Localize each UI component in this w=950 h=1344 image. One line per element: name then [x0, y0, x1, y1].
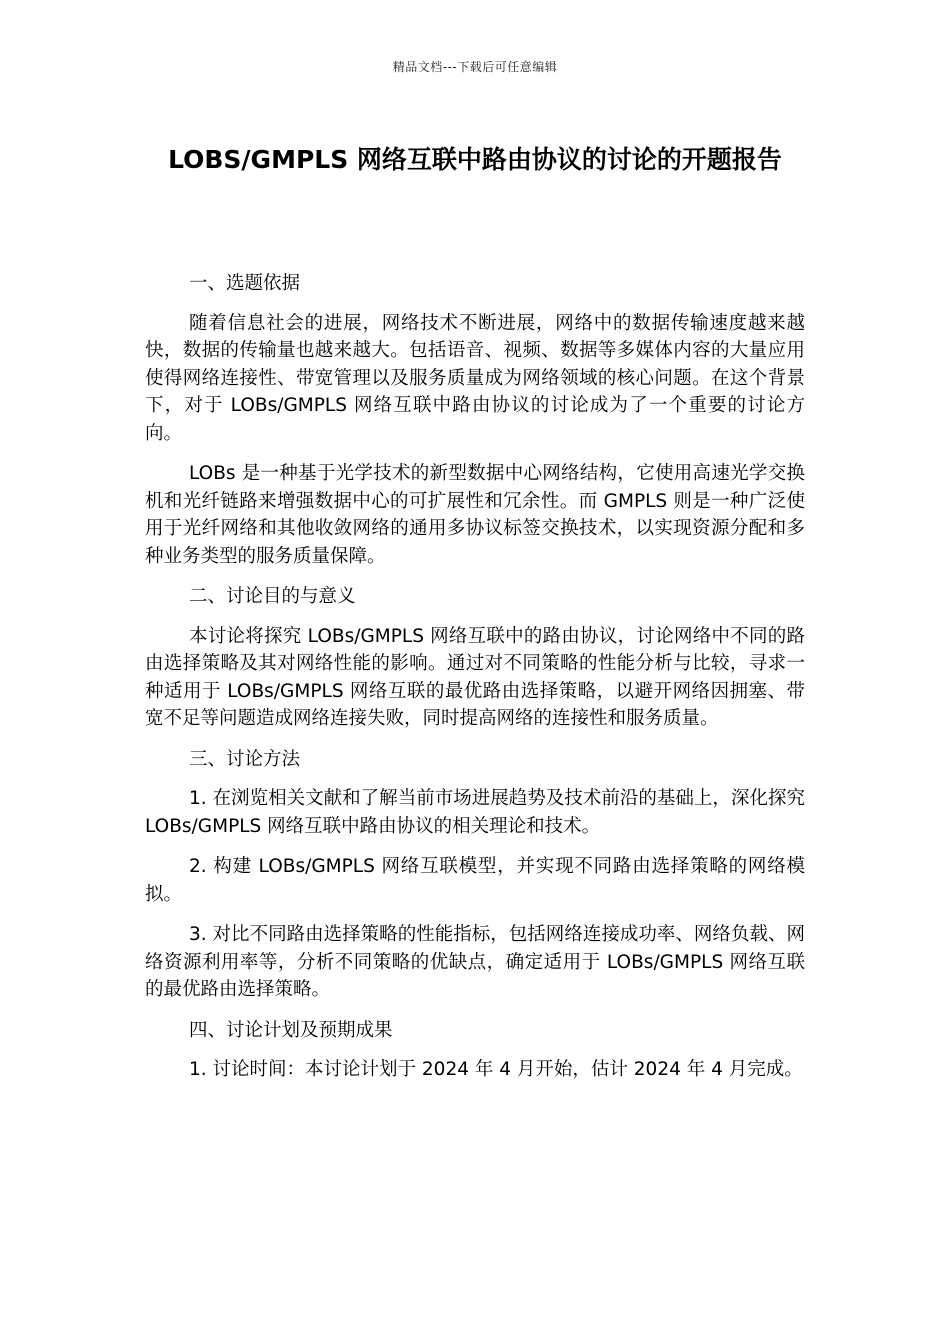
- method-item-2: 2. 构建 LOBs/GMPLS 网络互联模型，并实现不同路由选择策略的网络模拟。: [145, 856, 805, 905]
- method-item-1: 1. 在浏览相关文献和了解当前市场进展趋势及技术前沿的基础上，深化探究 LOBs/GMPLS 网络互联中路由协议的相关理论和技术。: [145, 788, 805, 837]
- paragraph-purpose: 本讨论将探究 LOBs/GMPLS 网络互联中的路由协议，讨论网络中不同的路由选择策略及其对网络性能的影响。通过对不同策略的性能分析与比较，寻求一种适用于 LOBs/GMPLS 网络互联的最优路由选择策略，以避开网络因拥塞、带宽不足等问题造成网络连接失败，同时提高网络的连接性和服务质量。: [145, 625, 805, 729]
- section-heading-plan: 四、讨论计划及预期成果: [189, 1019, 393, 1041]
- page-header-note: 精品文档---下载后可任意编辑: [392, 60, 558, 74]
- plan-item-1: 1. 讨论时间：本讨论计划于 2024 年 4 月开始，估计 2024 年 4 月完成。: [189, 1059, 803, 1080]
- method-item-3: 3. 对比不同路由选择策略的性能指标，包括网络连接成功率、网络负载、网络资源利用率等，分析不同策略的优缺点，确定适用于 LOBs/GMPLS 网络互联的最优路由选择策略。: [145, 924, 805, 1000]
- section-heading-methods: 三、讨论方法: [189, 748, 301, 770]
- section-heading-purpose: 二、讨论目的与意义: [189, 586, 356, 607]
- paragraph-background: 随着信息社会的进展，网络技术不断进展，网络中的数据传输速度越来越快，数据的传输量也越来越大。包括语音、视频、数据等多媒体内容的大量应用使得网络连接性、带宽管理以及服务质量成为网络领域的核心问题。在这个背景下，对于 LOBs/GMPLS 网络互联中路由协议的讨论成为了一个重要的讨论方向。: [145, 312, 805, 444]
- document-body: [145, 270, 805, 1097]
- section-heading-topic-basis: 一、选题依据: [189, 273, 301, 294]
- document-title: LOBS/GMPLS 网络互联中路由协议的讨论的开题报告: [168, 145, 782, 174]
- paragraph-lobs-gmpls-intro: LOBs 是一种基于光学技术的新型数据中心网络结构，它使用高速光学交换机和光纤链路来增强数据中心的可扩展性和冗余性。而 GMPLS 则是一种广泛使用于光纤网络和其他收敛网络的通用多协议标签交换技术，以实现资源分配和多种业务类型的服务质量保障。: [145, 463, 805, 567]
